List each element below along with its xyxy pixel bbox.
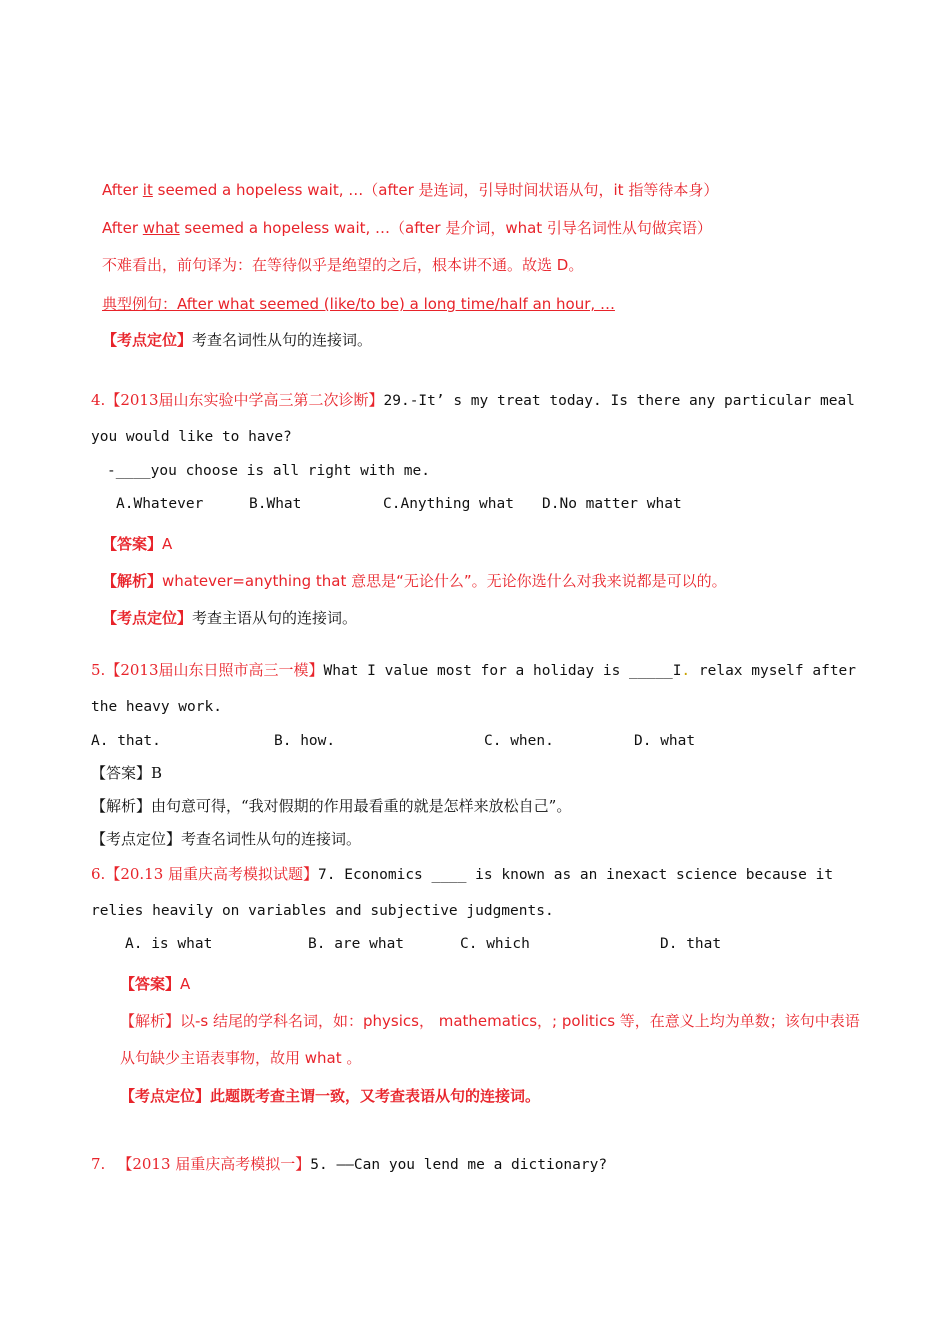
q7-stem <box>91 1154 607 1175</box>
q3-conclusion: 不难看出，前句译为：在等待似乎是绝望的之后，根本讲不通。故选 D。 <box>102 256 584 274</box>
q3-example-2-part-c: seemed a hopeless wait, …（after 是介词，what 引导名词性从句做宾语） <box>179 219 712 237</box>
q3-example-2-underlined: what <box>142 219 180 237</box>
q4-answer-label: 【答案】 <box>102 535 163 553</box>
q4-focus-label: 【考点定位】 <box>102 609 193 627</box>
q6-option-d: D. that <box>660 936 722 952</box>
q4-analysis-label: 【解析】 <box>102 572 163 590</box>
q3-focus-label: 【考点定位】 <box>102 331 193 349</box>
q4-stem-text-1: 29.-It’ s my treat today. Is there any particular meal <box>383 393 855 409</box>
q6-analysis-line-2: 从句缺少主语表事物，故用 what 。 <box>120 1049 362 1067</box>
q4-stem-line-3: -____you choose is all right with me. <box>107 463 431 479</box>
q4-stem-line-1 <box>91 390 855 411</box>
q6-source: 【20.13 届重庆高考模拟试题】 <box>105 865 319 883</box>
q6-number: 6. <box>91 865 106 883</box>
q6-option-a: A. is what <box>125 936 213 952</box>
q5-source: 【2013届山东日照市高三一模】 <box>105 661 324 679</box>
q5-stem-text-1a: What I value most for a holiday is _____I <box>323 663 682 679</box>
q6-stem-line-2: relies heavily on variables and subjective judgments. <box>91 903 554 919</box>
q6-answer <box>120 974 190 994</box>
q5-answer: 【答案】B <box>91 764 163 782</box>
q4-option-c: C.Anything what <box>383 496 514 512</box>
q5-stem-line-2: the heavy work. <box>91 699 222 715</box>
q3-example-1-underlined: it <box>142 181 153 199</box>
q7-number: 7. <box>91 1155 106 1173</box>
q4-focus-text: 考查主语从句的连接词。 <box>192 609 358 627</box>
q6-stem-line-1 <box>91 864 833 885</box>
q6-analysis-line-1: 【解析】以-s 结尾的学科名词，如：physics， mathematics，; politics 等，在意义上均为单数；该句中表语 <box>120 1012 860 1030</box>
q4-analysis-text: whatever=anything that 意思是“无论什么”。无论你选什么对我来说都是可以的。 <box>162 572 727 590</box>
q4-focus <box>102 608 357 628</box>
q3-example-1-part-c: seemed a hopeless wait, …（after 是连词，引导时间状语从句，it 指等待本身） <box>152 181 719 199</box>
q4-analysis <box>102 571 727 591</box>
q4-stem-line-2: you would like to have? <box>91 429 292 445</box>
q6-option-c: C. which <box>460 936 530 952</box>
q5-number: 5. <box>91 661 106 679</box>
q7-stem-text: 5. ——Can you lend me a dictionary? <box>310 1157 608 1173</box>
q5-stem-dot: . <box>681 663 691 679</box>
q3-example-line-2 <box>102 218 712 238</box>
q6-focus: 【考点定位】此题既考查主谓一致，又考查表语从句的连接词。 <box>120 1087 541 1105</box>
q3-example-1-part-a: After <box>102 181 143 199</box>
q4-option-a: A.Whatever <box>116 496 204 512</box>
q4-answer-value: A <box>162 535 173 553</box>
q4-option-d: D.No matter what <box>542 496 682 512</box>
q7-source: 【2013 届重庆高考模拟一】 <box>117 1155 311 1173</box>
q4-source: 【2013届山东实验中学高三第二次诊断】 <box>105 391 384 409</box>
q6-stem-text-1: 7. Economics ____ is known as an inexact science because it <box>318 867 834 883</box>
q6-answer-label: 【答案】 <box>120 975 181 993</box>
q3-typical-example: 典型例句：After what seemed (like/to be) a long time/half an hour, … <box>102 295 615 313</box>
q3-example-line-1 <box>102 180 718 200</box>
q5-focus: 【考点定位】考查名词性从句的连接词。 <box>91 830 362 848</box>
q5-option-a: A. that. <box>91 733 161 749</box>
q6-answer-value: A <box>180 975 191 993</box>
q3-focus-text: 考查名词性从句的连接词。 <box>192 331 373 349</box>
q5-stem-line-1 <box>91 660 856 681</box>
q5-option-c: C. when. <box>484 733 554 749</box>
q4-number: 4. <box>91 391 106 409</box>
q5-option-b: B. how. <box>274 733 336 749</box>
q3-focus <box>102 330 372 350</box>
q6-option-b: B. are what <box>308 936 405 952</box>
q4-option-b: B.What <box>249 496 302 512</box>
q5-option-d: D. what <box>634 733 696 749</box>
q5-stem-text-1c: relax myself after <box>690 663 857 679</box>
q4-answer <box>102 534 172 554</box>
q3-example-2-part-a: After <box>102 219 143 237</box>
q5-analysis: 【解析】由句意可得，“我对假期的作用最看重的就是怎样来放松自己”。 <box>91 797 572 815</box>
